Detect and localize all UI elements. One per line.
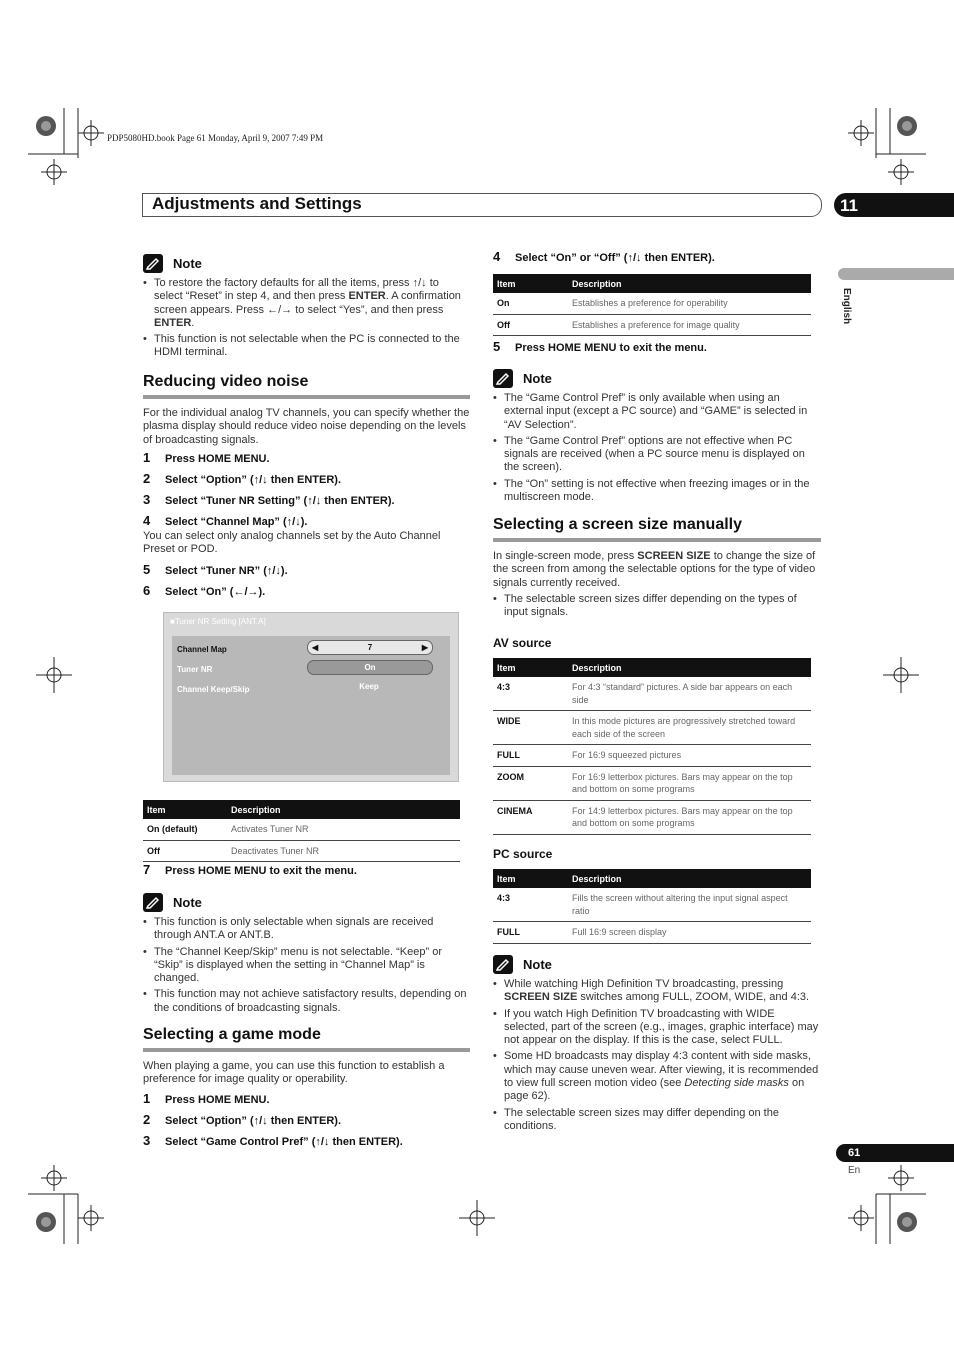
osd-field: On xyxy=(307,660,433,675)
table-row: Off Establishes a preference for image quality xyxy=(493,314,811,336)
left-note-1 xyxy=(143,253,470,363)
paragraph: In single-screen mode, press SCREEN SIZE to change the size of the screen from among the selectable options for the type of video signals currently received. xyxy=(493,550,816,589)
step: 7 Press HOME MENU to exit the menu. xyxy=(143,862,357,877)
right-note-2 xyxy=(493,954,821,1136)
paragraph: For the individual analog TV channels, you can specify whether the plasma display should reduce video noise depending on the levels of broadcasting signals. xyxy=(143,407,470,446)
step: 1 Press HOME MENU. xyxy=(143,449,270,465)
left-note-2 xyxy=(143,892,470,1018)
table-row: 4:3 For 4:3 “standard” pictures. A side bar appears on each side xyxy=(493,677,811,711)
step: 1 Press HOME MENU. xyxy=(143,1090,270,1106)
pc-source-title: PC source xyxy=(493,847,553,861)
table-row: CINEMA For 14:9 letterbox pictures. Bars may appear on the top and bottom on some programs xyxy=(493,800,811,834)
step: 4 Select “Channel Map” (↑/↓). xyxy=(143,512,308,528)
pencil-icon xyxy=(493,369,513,388)
step: 2 Select “Option” (↑/↓ then ENTER). xyxy=(143,1111,342,1127)
section-game-mode xyxy=(143,1026,470,1154)
list-item: • The “Game Control Pref” options are not effective when PC signals are received (when a PC source menu is displayed on the screen). xyxy=(493,435,821,475)
chapter-number: 11 xyxy=(840,196,858,215)
step-note: You can select only analog channels set by the Auto Channel Preset or POD. xyxy=(143,529,441,556)
note-title: Note xyxy=(173,894,202,910)
page-number: 61 xyxy=(848,1147,861,1159)
list-item: • The selectable screen sizes differ depending on the types of input signals. xyxy=(493,593,821,620)
osd-field: ◀ 7 ▶ xyxy=(307,640,433,655)
list-item: • The selectable screen sizes may differ depending on the conditions. xyxy=(493,1107,821,1134)
list-item: • The “Channel Keep/Skip” menu is not selectable. “Keep” or “Skip” is displayed when the setting in “Channel Map” is changed. xyxy=(143,946,470,986)
list-item: • This function is not selectable when the PC is connected to the HDMI terminal. xyxy=(143,333,470,360)
list-item: • If you watch High Definition TV broadcasting with WIDE selected, part of the screen (e.g., images, graphic interface) may not appear on the display. If this is the case, select FULL. xyxy=(493,1008,821,1048)
list-item: • Some HD broadcasts may display 4:3 content with side masks, which may cause uneven wear. After viewing, it is recommended to view full screen motion video (see Detecting side masks on page 62). xyxy=(493,1050,821,1103)
step: 6 Select “On” (←/→). xyxy=(143,583,266,599)
table-row: On Establishes a preference for operability xyxy=(493,293,811,314)
osd-row-label: Channel Keep/Skip xyxy=(177,685,250,694)
section-title: Reducing video noise xyxy=(143,373,470,399)
language-bar xyxy=(838,268,954,280)
pencil-icon xyxy=(143,254,163,273)
step: 3 Select “Tuner NR Setting” (↑/↓ then ENTER). xyxy=(143,491,395,507)
osd-row-label: Tuner NR xyxy=(177,665,213,674)
paragraph: When playing a game, you can use this function to establish a preference for image quality or operability. xyxy=(143,1060,445,1086)
list-item: • This function is only selectable when signals are received through ANT.A or ANT.B. xyxy=(143,916,470,943)
section-screen-size xyxy=(493,516,821,622)
osd-field: Keep xyxy=(359,682,379,691)
pencil-icon xyxy=(493,955,513,974)
av-source-title: AV source xyxy=(493,636,552,650)
list-item: • The “Game Control Pref” is only available when using an external input (except a PC source) and “GAME” is selected in “AV Selection”. xyxy=(493,392,821,432)
section-title: Selecting a screen size manually xyxy=(493,516,821,542)
table-row: Off Deactivates Tuner NR xyxy=(143,840,460,862)
osd-menu-screenshot xyxy=(163,612,459,782)
note-title: Note xyxy=(173,255,202,271)
list-item: • While watching High Definition TV broadcasting, pressing SCREEN SIZE switches among FULL, ZOOM, WIDE, and 4:3. xyxy=(493,978,821,1005)
pencil-icon xyxy=(143,893,163,912)
step: 4 Select “On” or “Off” (↑/↓ then ENTER). xyxy=(493,249,715,264)
note-title: Note xyxy=(523,370,552,386)
list-item: • To restore the factory defaults for all the items, press ↑/↓ to select “Reset” in step 4, and then press ENTER. A confirmation screen appears. Press ←/→ to select “Yes”, and then press ENTER. xyxy=(143,277,470,330)
step: 5 Select “Tuner NR” (↑/↓). xyxy=(143,562,288,578)
table-row: On (default) Activates Tuner NR xyxy=(143,819,460,840)
table-row: 4:3 Fills the screen without altering the input signal aspect ratio xyxy=(493,888,811,922)
step: 2 Select “Option” (↑/↓ then ENTER). xyxy=(143,470,342,486)
step: 3 Select “Game Control Pref” (↑/↓ then ENTER). xyxy=(143,1132,403,1148)
section-reducing-video-noise xyxy=(143,373,470,604)
page-title: Adjustments and Settings xyxy=(152,194,362,213)
note-title: Note xyxy=(523,956,552,972)
list-item: • This function may not achieve satisfactory results, depending on the conditions of broadcasting signals. xyxy=(143,988,470,1015)
language-label: English xyxy=(841,288,852,325)
osd-row-label: Channel Map xyxy=(177,645,227,654)
game-control-table: Item Description On Establishes a preference for operability Off Establishes a preference for image quality xyxy=(493,274,811,336)
table-row: FULL For 16:9 squeezed pictures xyxy=(493,745,811,767)
right-note-1 xyxy=(493,368,821,507)
table-row: FULL Full 16:9 screen display xyxy=(493,922,811,944)
av-source-table: Item Description 4:3 For 4:3 “standard” pictures. A side bar appears on each side WIDE In this mode pictures are progressively stretched toward each side of the screen FULL For 16:9 squeezed pictures ZOOM For 16:9 letterbox pictures. Bars may appear on the top and bottom on some programs CINEMA For 14:9 letterbox pictures. Bars may appear on the top and bottom on some programs xyxy=(493,658,811,835)
tuner-nr-table: Item Description On (default) Activates Tuner NR Off Deactivates Tuner NR xyxy=(143,800,460,862)
table-row: ZOOM For 16:9 letterbox pictures. Bars may appear on the top and bottom on some programs xyxy=(493,766,811,800)
pc-source-table: Item Description 4:3 Fills the screen without altering the input signal aspect ratio FULL Full 16:9 screen display xyxy=(493,869,811,944)
list-item: • The “On” setting is not effective when freezing images or in the multiscreen mode. xyxy=(493,478,821,505)
print-info: PDP5080HD.book Page 61 Monday, April 9, 2007 7:49 PM xyxy=(107,133,324,143)
table-row: WIDE In this mode pictures are progressively stretched toward each side of the screen xyxy=(493,711,811,745)
section-title: Selecting a game mode xyxy=(143,1026,470,1052)
page-language: En xyxy=(848,1165,861,1176)
step: 5 Press HOME MENU to exit the menu. xyxy=(493,339,707,354)
osd-title: ■Tuner NR Setting [ANT.A] xyxy=(170,617,266,626)
